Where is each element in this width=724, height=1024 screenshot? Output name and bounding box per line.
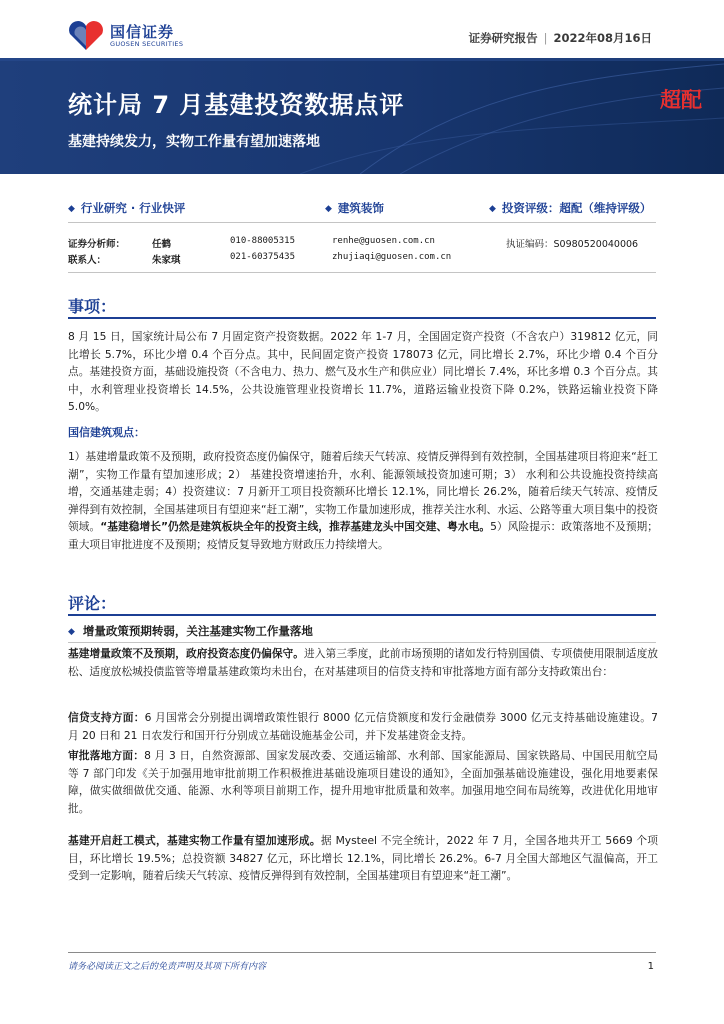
comment-paragraph-3 <box>68 747 658 817</box>
views-paragraph <box>68 448 658 553</box>
comments-subheading-text: 增量政策预期转弱，关注基建实物工作量落地 <box>82 624 313 638</box>
comment-paragraph-1 <box>68 645 658 680</box>
analyst-role: 证券分析师： <box>68 239 126 250</box>
report-meta <box>469 30 652 46</box>
meta-divider: | <box>543 31 548 45</box>
category-sector-label: 建筑装饰 <box>337 201 384 215</box>
footer-disclaimer[interactable]: 请务必阅读正文之后的免责声明及其项下所有内容 <box>68 962 267 972</box>
title-banner <box>0 58 724 174</box>
brand-name-en: GUOSEN SECURITIES <box>110 40 184 48</box>
analyst-divider <box>68 272 656 273</box>
comment-paragraph-4 <box>68 832 658 885</box>
footer-divider <box>68 952 656 953</box>
views-main: 1）基建增量政策不及预期，政府投资态度仍偏保守，随着后续天气转凉、疫情反弹得到有效控制，全国基建项目将迎来“赶工潮”，实物工作量有望加速形成；2） 基建投资增速抬升，水利、能源领域投资加速可期；3） 水利和公共设施投资持续高增，交通基建走弱；4）投资建议：7 月新开工项目投资额环比增长 12.1%，同比增长 26.2%，随着后续天气转凉、疫情反弹得到有效控制，全国基建项目有望迎来“赶工潮”，实物工作量加速形成，推荐关注水利、水运、公路等重大项目集中的投资领域。 <box>68 450 658 533</box>
comment-body: 进入第三季度，此前市场预期的诸如发行特别国债、专项债使用限制适度放松、适度放松城投债监管等增量基建政策均未出台，在对基建项目的信贷支持和审批落地方面有部分支持政策出台： <box>68 647 658 678</box>
views-highlight: “基建稳增长”仍然是建筑板块全年的投资主线，推荐基建龙头中国交建、粤水电。 <box>100 520 491 533</box>
analyst-name: 任鹤 <box>152 239 172 250</box>
analyst-row <box>68 236 668 250</box>
brand-name-cn: 国信证券 <box>110 23 175 41</box>
category-industry-label: 行业研究 · 行业快评 <box>80 201 186 215</box>
analyst-name: 朱家琪 <box>152 255 181 266</box>
category-sector <box>325 200 384 216</box>
comment-body: 8 月 3 日，自然资源部、国家发展改委、交通运输部、水利部、国家能源局、国家铁路局、中国民用航空局等 7 部门印发《关于加强用地审批前期工作积极推进基础设施项目建设的通知》，全面加强基础设施建设，强化用地要素保障，做实做细做优交通、能源、水利等项目前期工作，提升用地审批质量和效率。加强用地空间布局统筹，改进优化用地审批。 <box>68 749 658 815</box>
comment-lead: 基建增量政策不及预期，政府投资态度仍偏保守。 <box>68 647 305 660</box>
comment-body: 据 Mysteel 不完全统计，2022 年 7 月，全国各地共开工 5669 个项目，环比增长 19.5%；总投资额 34827 亿元，环比增长 12.1%，同比增长 26.2%。6-7 月全国大部地区气温偏高，开工受到一定影响，随着后续天气转凉、疫情反弹得到有效控制，全国基建项目有望迎来“赶工潮”。 <box>68 834 658 882</box>
diamond-icon: ◆ <box>68 204 75 214</box>
rating-badge: 超配 <box>660 88 702 112</box>
report-subtitle: 基建持续发力，实物工作量有望加速落地 <box>68 134 320 150</box>
report-title: 统计局 7 月基建投资数据点评 <box>68 91 405 119</box>
comment-lead: 信贷支持方面： <box>68 711 145 724</box>
comment-lead: 审批落地方面： <box>68 749 145 762</box>
section-title-comments: 评论： <box>68 594 117 613</box>
subheading-rule <box>68 642 656 643</box>
views-risk: 5）风险提示：政策落地不及预期；重大项目审批进度不及预期；疫情反复导致地方财政压力持续增大。 <box>68 520 658 551</box>
analyst-row <box>68 252 668 266</box>
comment-body: 6 月国常会分别提出调增政策性银行 8000 亿元信贷额度和发行金融债券 3000 亿元支持基础设施建设。7 月 20 日和 21 日农发行和国开行分别成立基础设施基金公司，并下发基建资金支持。 <box>68 711 658 742</box>
category-rating <box>489 200 651 216</box>
page-number: 1 <box>647 961 654 972</box>
section-rule <box>68 614 656 616</box>
page-header <box>0 0 724 58</box>
analyst-email[interactable]: zhujiaqi@guosen.com.cn <box>332 252 452 262</box>
report-type: 证券研究报告 <box>468 31 538 45</box>
diamond-icon: ◆ <box>325 204 332 214</box>
category-row <box>68 200 668 216</box>
comments-subheading <box>68 623 313 639</box>
diamond-icon: ◆ <box>68 627 75 637</box>
analyst-cert: 执证编码：S0980520040006 <box>506 239 639 250</box>
category-industry <box>68 200 185 216</box>
brand-logo[interactable] <box>68 20 208 52</box>
guosen-logo-icon <box>68 20 104 52</box>
comment-lead: 基建开启赶工模式，基建实物工作量有望加速形成。 <box>68 834 321 847</box>
category-rating-label: 投资评级：超配（维持评级） <box>501 201 652 215</box>
analyst-phone: 021-60375435 <box>230 252 296 262</box>
analyst-role: 联系人： <box>68 255 107 266</box>
diamond-icon: ◆ <box>489 204 496 214</box>
section-rule <box>68 317 656 319</box>
category-divider <box>68 222 656 223</box>
analyst-email[interactable]: renhe@guosen.com.cn <box>332 236 435 246</box>
comment-paragraph-2 <box>68 709 658 744</box>
views-heading: 国信建筑观点： <box>68 426 145 439</box>
report-date: 2022年08月16日 <box>553 31 652 45</box>
section-title-events: 事项： <box>68 297 117 316</box>
events-paragraph: 8 月 15 日，国家统计局公布 7 月固定资产投资数据。2022 年 1-7 月，全国固定资产投资（不含农户）319812 亿元，同比增长 5.7%，环比少增 0.4 个百分点。其中，民间固定资产投资 178073 亿元，同比增长 2.7%，环比少增 0.4 个百分点。基建投资方面，基础设施投资（不含电力、热力、燃气及水生产和供应业）同比增长 7.4%，环比多增 0.3 个百分点。其中，水利管理业投资增长 14.5%，公共设施管理业投资增长 11.7%，道路运输业投资下降 0.2%，铁路运输业投资下降 5.0%。 <box>68 330 658 413</box>
analyst-phone: 010-88005315 <box>230 236 296 246</box>
